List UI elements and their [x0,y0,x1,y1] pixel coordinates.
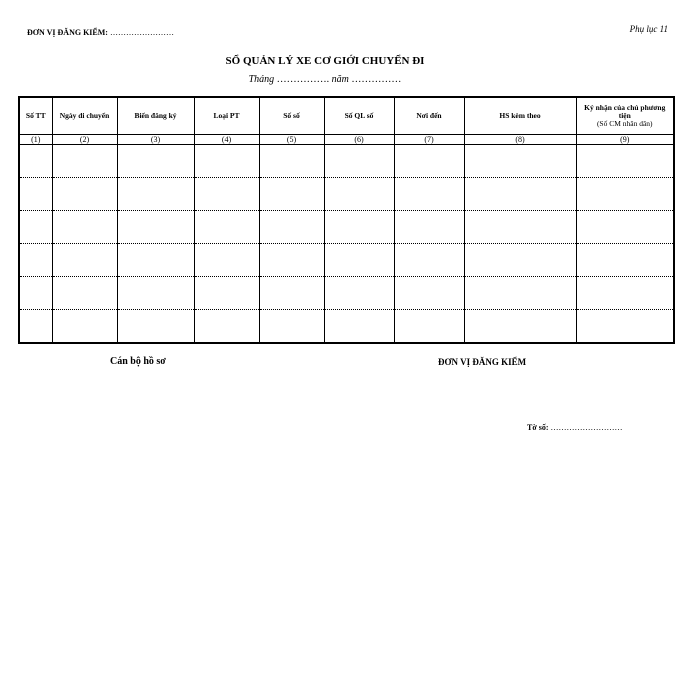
table-cell [394,244,464,277]
sheet-number [527,423,623,432]
table-row [19,145,674,178]
unit-label: ĐƠN VỊ ĐĂNG KIỂM: [27,28,108,37]
table-row [19,310,674,344]
table-cell [576,178,674,211]
table-cell [394,277,464,310]
col-header-ql-no: Số QL số [324,97,394,135]
records-officer-signature: Cán bộ hồ sơ [110,356,166,367]
table-cell [464,211,576,244]
table-cell [576,145,674,178]
sheet-number-label: Tờ số: [527,423,549,432]
table-cell [194,277,259,310]
table-cell [19,310,52,344]
appendix-label: Phụ lục 11 [629,24,668,34]
table-cell [194,244,259,277]
table-cell [117,178,194,211]
table-cell [324,310,394,344]
vehicle-transfer-table [18,96,675,344]
sheet-number-dots: ……………………… [550,423,623,432]
table-cell [576,277,674,310]
table-cell [52,310,117,344]
table-cell [464,310,576,344]
table-cell [259,211,324,244]
table-cell [259,145,324,178]
table-cell [194,211,259,244]
header-row [19,97,674,135]
table-cell [19,178,52,211]
col-header-type: Loại PT [194,97,259,135]
year-label: năm [331,74,349,85]
signature-header-note: (Số CM nhân dân) [596,118,653,128]
table-cell [324,145,394,178]
month-dots: ……………. [276,74,330,85]
year-dots: …………… [351,74,402,85]
table-cell [117,145,194,178]
unit-line [27,28,174,37]
col-header-documents: HS kèm theo [464,97,576,135]
table-cell [324,178,394,211]
table-row [19,244,674,277]
col-number: (7) [394,135,464,145]
table-cell [19,211,52,244]
table-cell [394,145,464,178]
table-cell [52,211,117,244]
table-cell [19,145,52,178]
table-cell [394,211,464,244]
unit-dots: …………………… [109,28,174,37]
table-cell [52,178,117,211]
col-header-destination: Nơi đến [394,97,464,135]
table-cell [576,211,674,244]
column-number-row [19,135,674,145]
table-cell [464,244,576,277]
table-cell [394,178,464,211]
table-row [19,211,674,244]
col-number: (1) [19,135,52,145]
col-number: (3) [117,135,194,145]
table-cell [576,310,674,344]
table-cell [464,277,576,310]
table-row [19,178,674,211]
col-header-signature [576,97,674,135]
inspection-unit-signature: ĐƠN VỊ ĐĂNG KIỂM [438,357,527,367]
col-number: (9) [576,135,674,145]
table-cell [394,310,464,344]
table-cell [194,145,259,178]
col-header-book-no: Số số [259,97,324,135]
table-row [19,277,674,310]
table-cell [259,310,324,344]
table-cell [52,277,117,310]
signature-header-label: Ký nhận của chủ phương tiện [584,103,666,121]
table-body [19,145,674,344]
col-header-date: Ngày di chuyển [52,97,117,135]
period-line [0,74,650,85]
table-cell [324,211,394,244]
col-number: (5) [259,135,324,145]
table-cell [117,310,194,344]
table-cell [259,277,324,310]
table-cell [52,145,117,178]
table-cell [117,277,194,310]
table-cell [52,244,117,277]
table-cell [576,244,674,277]
table-cell [259,244,324,277]
col-number: (2) [52,135,117,145]
col-number: (4) [194,135,259,145]
table-cell [194,178,259,211]
col-number: (8) [464,135,576,145]
col-number: (6) [324,135,394,145]
table-cell [19,277,52,310]
table-cell [464,178,576,211]
col-header-plate: Biển đăng ký [117,97,194,135]
table-cell [259,178,324,211]
table-cell [464,145,576,178]
table-cell [117,211,194,244]
table-cell [324,277,394,310]
table-cell [19,244,52,277]
table-cell [324,244,394,277]
table-cell [194,310,259,344]
month-label: Tháng [248,74,275,85]
table-cell [117,244,194,277]
col-header-stt: Số TT [19,97,52,135]
page-title: SỔ QUẢN LÝ XE CƠ GIỚI CHUYỂN ĐI [225,55,425,67]
